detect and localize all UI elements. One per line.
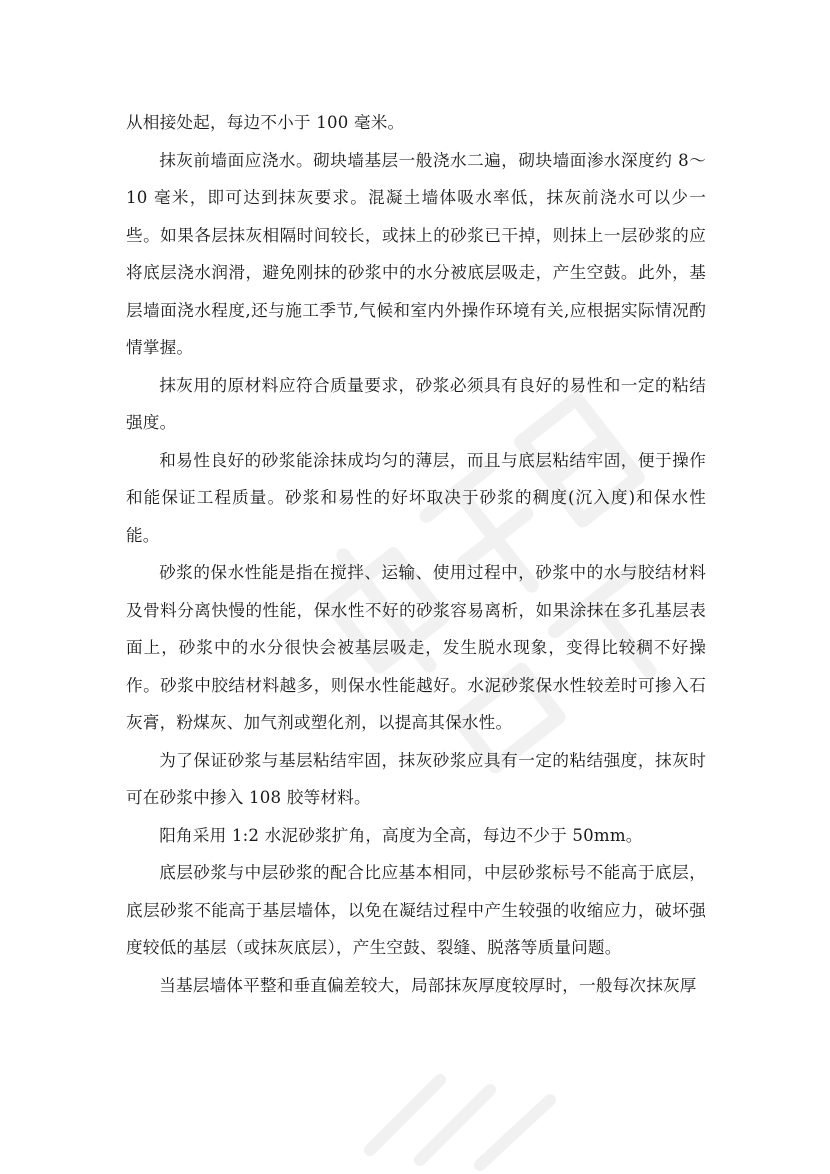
paragraph-7: 底层砂浆与中层砂浆的配合比应基本相同，中层砂浆标号不能高于底层，底层砂浆不能高于基层墙体，以免在凝结过程中产生较强的收缩应力，破坏强度较低的基层（或抹灰底层），产生空鼓、裂缝、脱落等质量问题。 bbox=[126, 863, 706, 957]
paragraph-5: 为了保证砂浆与基层粘结牢固，抹灰砂浆应具有一定的粘结强度，抹灰时可在砂浆中掺入 108 胶等材料。 bbox=[126, 750, 706, 807]
document-body bbox=[126, 104, 706, 1004]
paragraph-6: 阳角采用 1:2 水泥砂浆扩角，高度为全高，每边不少于 50mm。 bbox=[159, 825, 643, 845]
watermark-graphic-lower bbox=[330, 1040, 590, 1174]
paragraph-4: 砂浆的保水性能是指在搅拌、运输、使用过程中，砂浆中的水与胶结材料及骨料分离快慢的性能，保水性不好的砂浆容易离析，如果涂抹在多孔基层表面上，砂浆中的水分很快会被基层吸走，发生脱水现象，变得比较稠不好操作。砂浆中胶结材料越多，则保水性能越好。水泥砂浆保水性较差时可掺入石灰膏，粉煤灰、加气剂或塑化剂，以提高其保水性。 bbox=[126, 563, 706, 732]
paragraph-2: 抹灰用的原材料应符合质量要求，砂浆必须具有良好的易性和一定的粘结强度。 bbox=[126, 375, 706, 432]
paragraph-1: 抹灰前墙面应浇水。砌块墙基层一般浇水二遍，砌块墙面渗水深度约 8～10 毫米，即可达到抹灰要求。混凝土墙体吸水率低，抹灰前浇水可以少一些。如果各层抹灰相隔时间较长，或抹上的砂浆已干掉，则抹上一层砂浆的应将底层浇水润滑，避免刚抹的砂浆中的水分被底层吸走，产生空鼓。此外，基层墙面浇水程度,还与施工季节,气候和室内外操作环境有关,应根据实际情况酌情掌握。 bbox=[126, 150, 706, 357]
paragraph-0: 从相接处起，每边不小于 100 毫米。 bbox=[126, 113, 405, 132]
paragraph-8: 当基层墙体平整和垂直偏差较大，局部抹灰厚度较厚时，一般每次抹灰厚 bbox=[159, 975, 697, 995]
paragraph-3: 和易性良好的砂浆能涂抹成均匀的薄层，而且与底层粘结牢固，便于操作和能保证工程质量。砂浆和易性的好坏取决于砂浆的稠度(沉入度)和保水性能。 bbox=[126, 450, 706, 545]
